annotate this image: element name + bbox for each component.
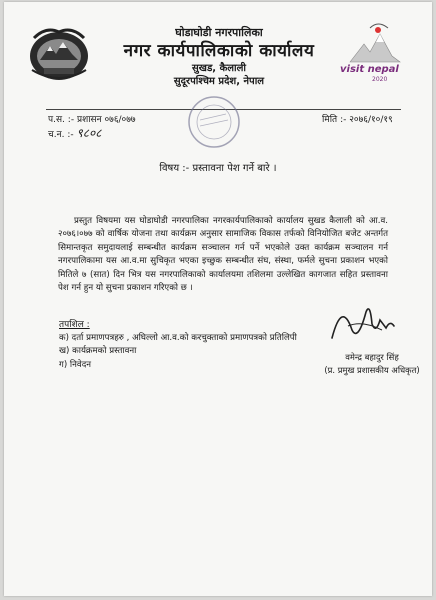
body-paragraph: प्रस्तुत विषयमा यस घोडाघोडी नगरपालिका नगरकार्यपालिकाको कार्यालय सुखड कैलाली को आ.व. २०७६।०७७ को वार्षिक योजना तथा कार्यक्रम अनुसार सामाजिक विकास तर्फको विनियोजित बजेट अन्तर्गत सिमान्तकृत समुदायलाई सम्बन्धीत कार्यक्रम सञ्चालन गर्न पर्ने भएकोले उक्त कार्यक्रम सञ्चालन गर्न नगरपालिकामा यस आ.व.मा सुचिकृत भएका इच्छुक सम्बन्धीत संघ, संस्था, फर्मले सुचना प्रकाशन भएको मितिले ७ (सात) दिन भित्र यस नगरपालिकाको कार्यालयमा तशिलमा उल्लेखित कागजात सहित प्रस्तावना पेश गर्न हुन यो सुचना प्रकाशन गरिएको छ ।: [58, 216, 388, 294]
date-value: २०७६/१०/१९: [349, 115, 393, 125]
attachment-item: ख) कार्यक्रमको प्रस्तावना: [59, 346, 137, 357]
handwritten-signature: [322, 290, 402, 350]
ps-label: प.स.: [48, 115, 65, 125]
signatory-block: [322, 351, 422, 377]
cn-value: ९८०८: [76, 126, 102, 140]
office-name: नगर कार्यपालिकाको कार्यालय: [123, 41, 315, 61]
reference-ps: प.स. :- प्रशासन ०७६/०७७: [48, 115, 136, 125]
signatory-title: (प्र. प्रमुख प्रशासकीय अधिकृत): [324, 365, 420, 375]
municipality-name: घोडाघोडी नगरपालिका: [175, 26, 263, 39]
letter-page: [4, 2, 432, 596]
address-line-2: सुदूरपश्चिम प्रदेश, नेपाल: [173, 76, 265, 87]
date-label: मिति: [322, 115, 338, 125]
signatory-name: वमेन्द्र बहादुर सिंह: [345, 352, 399, 362]
attachments-list: [59, 332, 297, 372]
address-line-1: सुखड, कैलाली: [192, 63, 246, 74]
body-paragraph-container: [58, 215, 388, 295]
attachment-item: क) दर्ता प्रमाणपत्रहरु , अघिल्लो आ.व.को करचुक्ताको प्रमाणपत्रको प्रतिलिपी: [59, 333, 297, 343]
cn-label: च.न.: [48, 130, 65, 140]
letterhead: [94, 26, 344, 88]
subject-line: विषय :- प्रस्तावना पेश गर्ने बारे ।: [159, 163, 277, 174]
attachments-label: तपशिल :: [59, 320, 90, 330]
visit-nepal-text: visit nepal: [340, 64, 399, 75]
nepal-emblem-icon: [26, 24, 92, 84]
visit-nepal-year: 2020: [372, 76, 388, 83]
attachment-item: ग) निवेदन: [59, 359, 92, 370]
office-seal-stamp-icon: [186, 94, 242, 150]
reference-cn: च.न. :- ९८०८: [48, 126, 102, 140]
ps-value: प्रशासन ०७६/०७७: [76, 115, 136, 125]
reference-date: मिति :- २०७६/१०/१९: [322, 115, 393, 125]
